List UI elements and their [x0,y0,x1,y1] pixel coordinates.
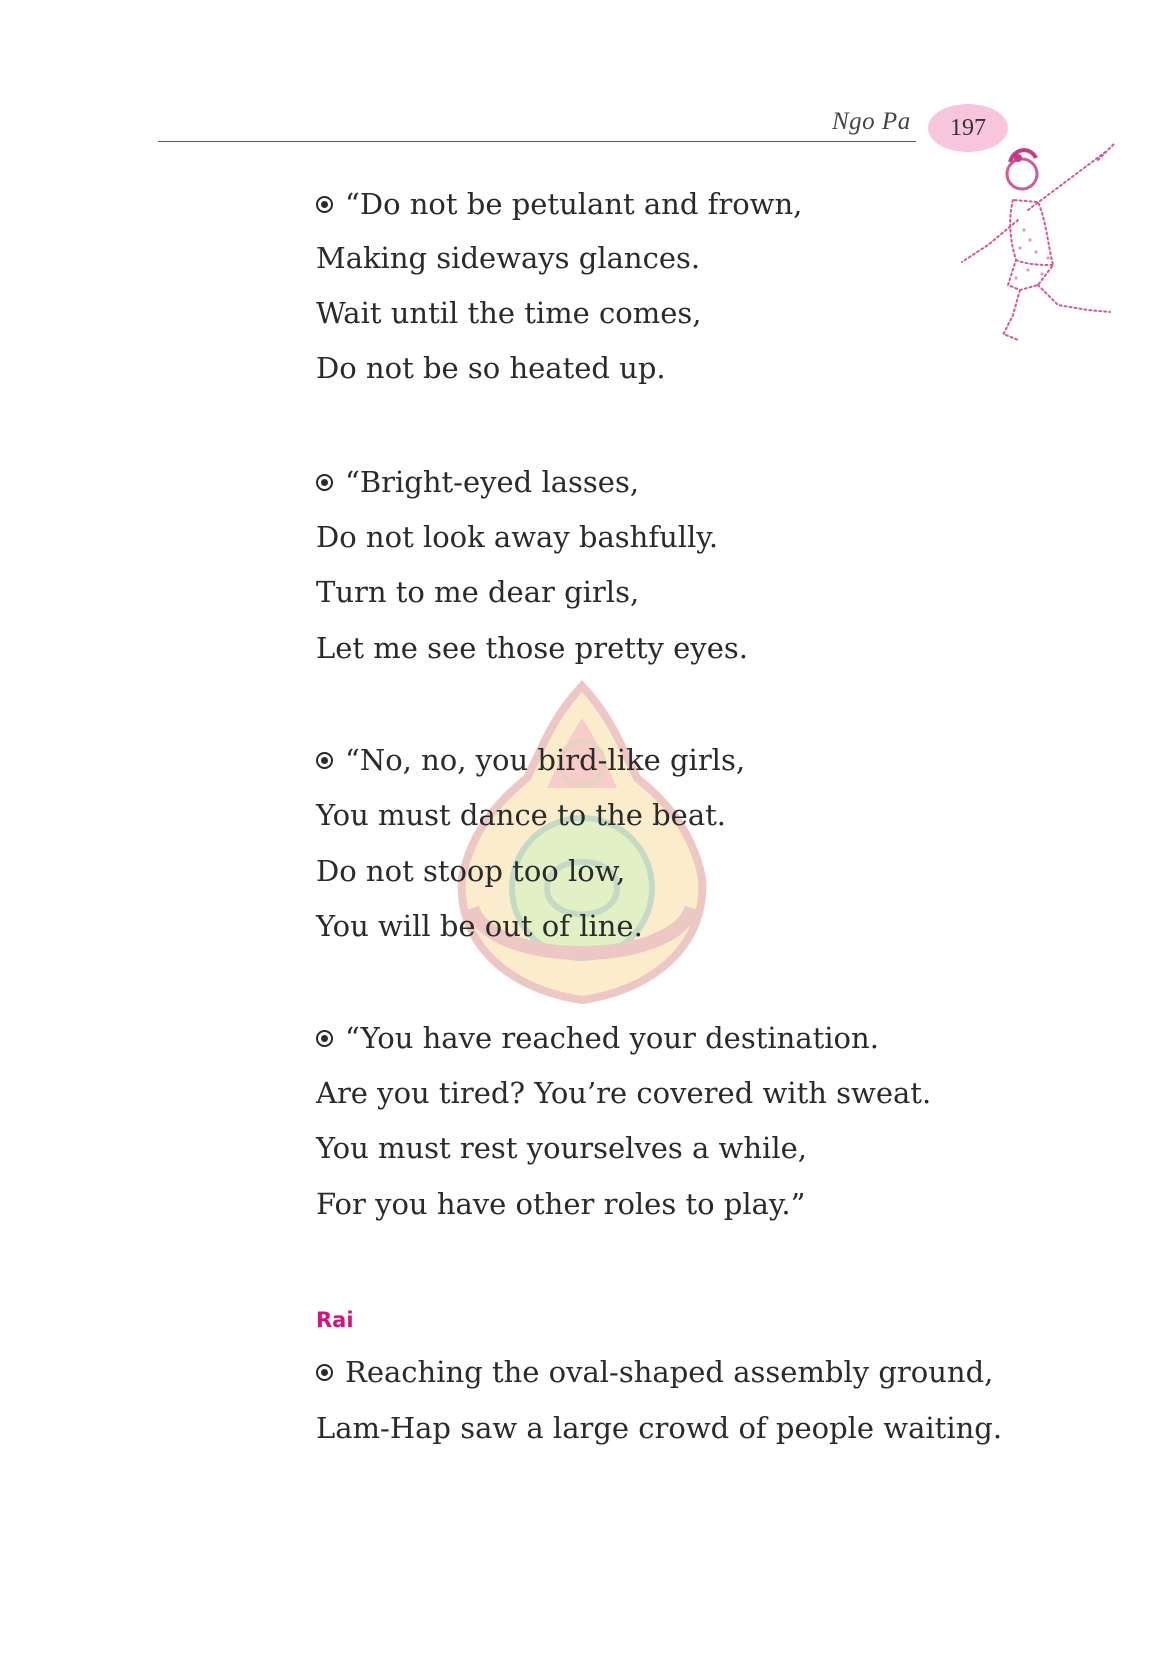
verse-line: “Do not be petulant and frown, [316,186,802,222]
verse-line: Reaching the oval-shaped assembly ground, [316,1354,993,1390]
verse-line: “Bright-eyed lasses, [316,464,639,500]
verse-line: Wait until the time comes, [316,296,702,330]
dancer-illustration [958,140,1118,345]
circled-dot-bullet-icon [316,1030,333,1047]
circled-dot-bullet-icon [316,752,333,769]
circled-dot-bullet-icon [316,196,333,213]
circled-dot-bullet-icon [316,1364,333,1381]
verse-line: Do not stoop too low, [316,854,626,888]
section-heading: Rai [316,1308,354,1332]
verse-line: You will be out of line. [316,909,643,943]
verse-line: Let me see those pretty eyes. [316,631,748,665]
verse-line: For you have other roles to play.” [316,1187,806,1221]
running-title: Ngo Pa [832,108,911,135]
verse-line: You must dance to the beat. [316,798,726,832]
verse-line: Making sideways glances. [316,241,701,275]
verse-line: You must rest yourselves a while, [316,1131,807,1165]
header-rule [158,141,916,142]
verse-line: Are you tired? You’re covered with sweat. [316,1076,932,1110]
emblem-watermark [432,678,732,1008]
verse-line: “You have reached your destination. [316,1020,879,1056]
verse-line: “No, no, you bird-like girls, [316,742,745,778]
verse-line: Do not be so heated up. [316,351,666,385]
circled-dot-bullet-icon [316,474,333,491]
verse-line: Lam-Hap saw a large crowd of people waiting. [316,1411,1003,1445]
verse-line: Do not look away bashfully. [316,520,719,554]
page-number: 197 [950,114,986,141]
verse-line: Turn to me dear girls, [316,575,640,609]
